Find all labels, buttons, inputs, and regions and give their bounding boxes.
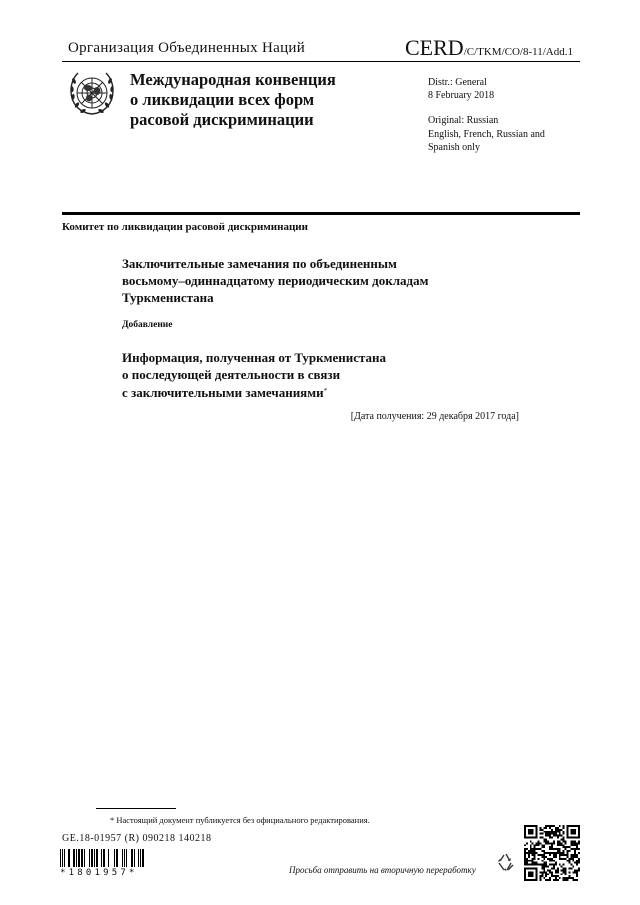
heading-line: Туркменистана xyxy=(122,290,214,305)
footnote-mark: * xyxy=(323,387,328,395)
original-line: Original: Russian xyxy=(428,115,499,126)
distribution: Distr.: General xyxy=(428,77,487,88)
heading-line: Заключительные замечания по объединенным xyxy=(122,256,397,271)
qr-code-icon xyxy=(524,825,580,881)
document-date: 8 February 2018 xyxy=(428,90,495,101)
subheading-line: о последующей деятельности в связи xyxy=(122,367,341,382)
document-heading xyxy=(122,255,522,306)
header-rule xyxy=(62,61,580,62)
document-symbol xyxy=(405,35,573,61)
job-number: GE.18-01957 (R) 090218 140218 xyxy=(62,833,212,844)
document-subheading xyxy=(122,349,522,401)
convention-line: Международная конвенция xyxy=(130,70,336,89)
original-line: English, French, Russian and xyxy=(428,128,545,140)
footnote-rule xyxy=(96,808,176,809)
footnote-text: * Настоящий документ публикуется без официального редактирования. xyxy=(110,815,370,825)
recycle-icon xyxy=(496,852,516,872)
convention-line: расовой дискриминации xyxy=(130,110,314,129)
heading-line: восьмому–одиннадцатому периодическим докладам xyxy=(122,273,429,288)
symbol-rest: /C/TKM/CO/8-11/Add.1 xyxy=(463,46,573,58)
addendum-label: Добавление xyxy=(122,320,173,330)
original-language-block xyxy=(428,114,578,155)
barcode-text: *1801957* xyxy=(60,868,138,878)
subheading-line: Информация, полученная от Туркменистана xyxy=(122,350,387,365)
title-rule xyxy=(62,212,580,215)
subheading-text: с заключительными замечаниями xyxy=(122,385,324,400)
original-line: Spanish only xyxy=(428,142,480,153)
committee-name: Комитет по ликвидации расовой дискриминации xyxy=(62,221,308,233)
organization-name: Организация Объединенных Наций xyxy=(68,40,306,56)
recycle-text: Просьба отправить на вторичную переработку xyxy=(289,865,476,875)
distribution-block xyxy=(428,76,494,102)
symbol-main: CERD xyxy=(405,35,464,60)
barcode-icon xyxy=(60,849,152,867)
convention-title xyxy=(130,70,400,130)
un-emblem-icon xyxy=(66,67,118,119)
received-date: [Дата получения: 29 декабря 2017 года] xyxy=(350,411,519,422)
subheading-line xyxy=(122,383,522,401)
convention-line: о ликвидации всех форм xyxy=(130,90,315,109)
